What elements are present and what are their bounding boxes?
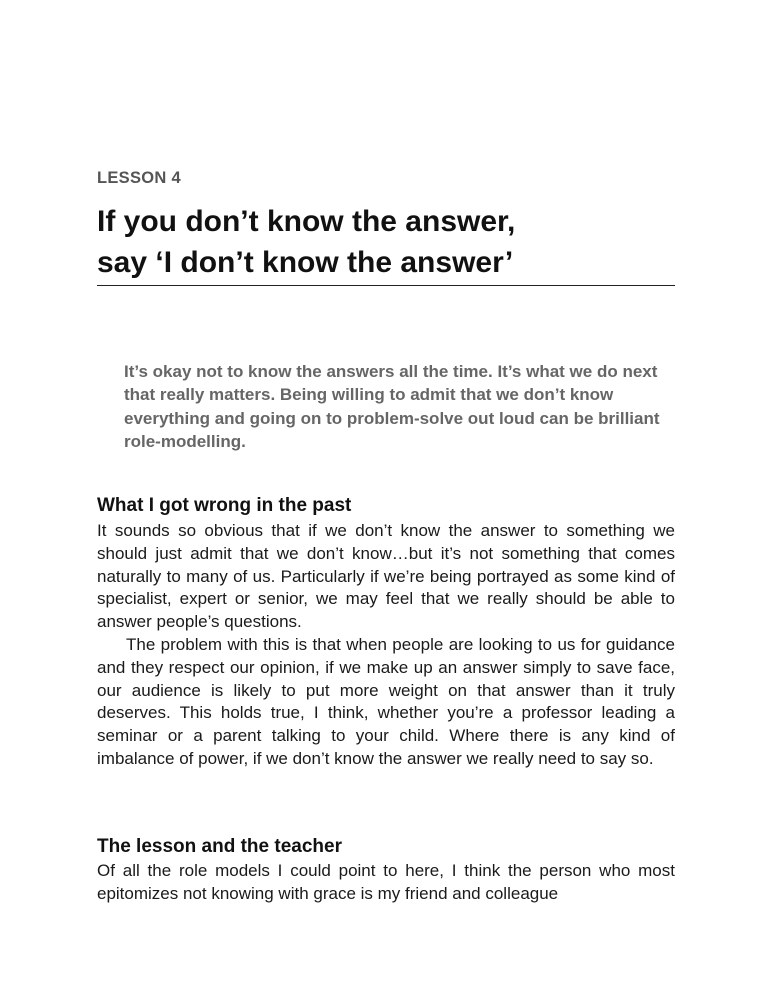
body-paragraph: Of all the role models I could point to here, I think the person who most epitomizes not knowing with grace is my friend and colleague	[97, 861, 675, 903]
section-heading: The lesson and the teacher	[97, 836, 342, 857]
body-paragraph: It sounds so obvious that if we don’t know the answer to something we should just admit that we don’t know…but it’s not something that comes naturally to many of us. Particularly if we’re being portrayed as some kind of specialist, expert or senior, we may feel that we really should be able to answer people’s questions.	[97, 521, 675, 632]
section-heading: What I got wrong in the past	[97, 495, 352, 516]
chapter-title-line-2: say ‘I don’t know the answer’	[97, 246, 514, 279]
body-paragraph: The problem with this is that when people are looking to us for guidance and they respect our opinion, if we make up an answer simply to save face, our audience is likely to put more weight on that answer than it truly deserves. This holds true, I think, whether you’re a professor leading a seminar or a parent talking to your child. Where there is any kind of imbalance of power, if we don’t know the answer we really need to say so.	[97, 635, 675, 768]
lesson-label: LESSON 4	[97, 169, 182, 187]
chapter-title	[97, 201, 675, 286]
intro-paragraph: It’s okay not to know the answers all the time. It’s what we do next that really matters. Being willing to admit that we don’t know everything and going on to problem-solve out loud can be brilliant role-modelling.	[124, 362, 660, 451]
chapter-title-line-1: If you don’t know the answer,	[97, 205, 516, 238]
